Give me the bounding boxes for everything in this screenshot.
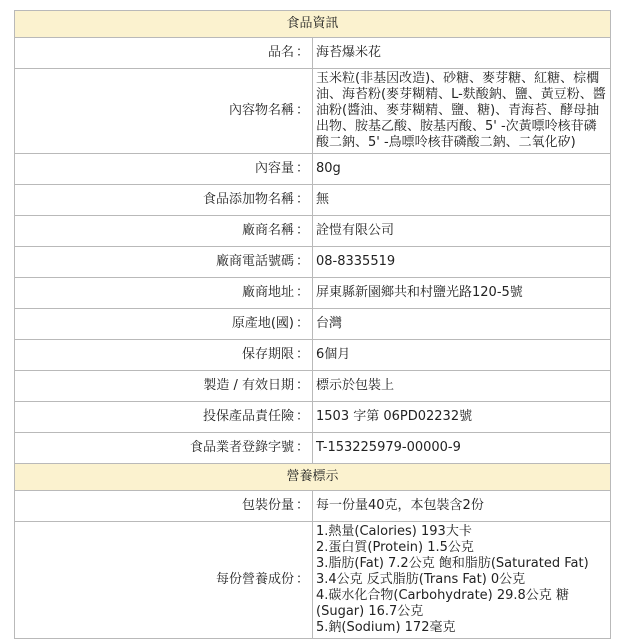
row-product-name	[15, 38, 611, 69]
nutrition-line-protein: 2.蛋白質(Protein) 1.5公克	[316, 540, 474, 555]
row-origin	[15, 309, 611, 340]
row-per-serving	[15, 522, 611, 639]
label-shelf-life: 保存期限 ：	[15, 340, 313, 371]
row-serving	[15, 491, 611, 522]
label-origin: 原產地(國) ：	[15, 309, 313, 340]
value-dates: 標示於包裝上	[313, 371, 611, 402]
value-ingredients: 玉米粒(非基因改造)、砂糖、麥芽糖、紅糖、棕櫚油、海苔粉(麥芽糊精、L-麩酸鈉、鹽、黃豆粉、醬油粉(醬油、麥芽糊精、鹽、糖)、青海苔、酵母抽出物、胺基乙酸、胺基丙酸、5' -次黃嘌呤核苷磷酸二鈉、5' -鳥嘌呤核苷磷酸二鈉、二氧化矽)	[313, 69, 611, 154]
row-dates	[15, 371, 611, 402]
label-dates: 製造 / 有效日期 ：	[15, 371, 313, 402]
value-product-name: 海苔爆米花	[313, 38, 611, 69]
value-origin: 台灣	[313, 309, 611, 340]
label-address: 廠商地址 ：	[15, 278, 313, 309]
label-product-name: 品名 ：	[15, 38, 313, 69]
label-manufacturer: 廠商名稱 ：	[15, 216, 313, 247]
label-net-weight: 內容量 ：	[15, 154, 313, 185]
value-net-weight: 80g	[313, 154, 611, 185]
nutrition-line-carbohydrate: 4.碳水化合物(Carbohydrate) 29.8公克 糖(Sugar) 16.7公克	[316, 588, 569, 619]
label-registration: 食品業者登錄字號 ：	[15, 433, 313, 464]
value-registration: T-153225979-00000-9	[313, 433, 611, 464]
value-per-serving	[313, 522, 611, 639]
value-address: 屏東縣新園鄉共和村鹽光路120-5號	[313, 278, 611, 309]
row-ingredients	[15, 69, 611, 154]
value-shelf-life: 6個月	[313, 340, 611, 371]
section-header-food-info: 食品資訊	[15, 11, 611, 38]
row-phone	[15, 247, 611, 278]
nutrition-line-sodium: 5.鈉(Sodium) 172毫克	[316, 620, 456, 635]
food-info-table	[14, 10, 611, 639]
row-net-weight	[15, 154, 611, 185]
section-header-nutrition: 營養標示	[15, 464, 611, 491]
row-insurance	[15, 402, 611, 433]
label-serving: 包裝份量 ：	[15, 491, 313, 522]
value-serving: 每一份量40克，本包裝含2份	[313, 491, 611, 522]
label-phone: 廠商電話號碼 ：	[15, 247, 313, 278]
row-registration	[15, 433, 611, 464]
value-phone: 08-8335519	[313, 247, 611, 278]
value-insurance: 1503 字第 06PD02232號	[313, 402, 611, 433]
row-shelf-life	[15, 340, 611, 371]
label-insurance: 投保產品責任險 ：	[15, 402, 313, 433]
label-per-serving: 每份營養成份 ：	[15, 522, 313, 639]
nutrition-line-calories: 1.熱量(Calories) 193大卡	[316, 524, 472, 539]
label-additives: 食品添加物名稱 ：	[15, 185, 313, 216]
row-address	[15, 278, 611, 309]
nutrition-line-fat: 3.脂肪(Fat) 7.2公克 飽和脂肪(Saturated Fat) 3.4公克 反式脂肪(Trans Fat) 0公克	[316, 556, 589, 587]
row-additives	[15, 185, 611, 216]
value-additives: 無	[313, 185, 611, 216]
label-ingredients: 內容物名稱 ：	[15, 69, 313, 154]
value-manufacturer: 詮愷有限公司	[313, 216, 611, 247]
row-manufacturer	[15, 216, 611, 247]
